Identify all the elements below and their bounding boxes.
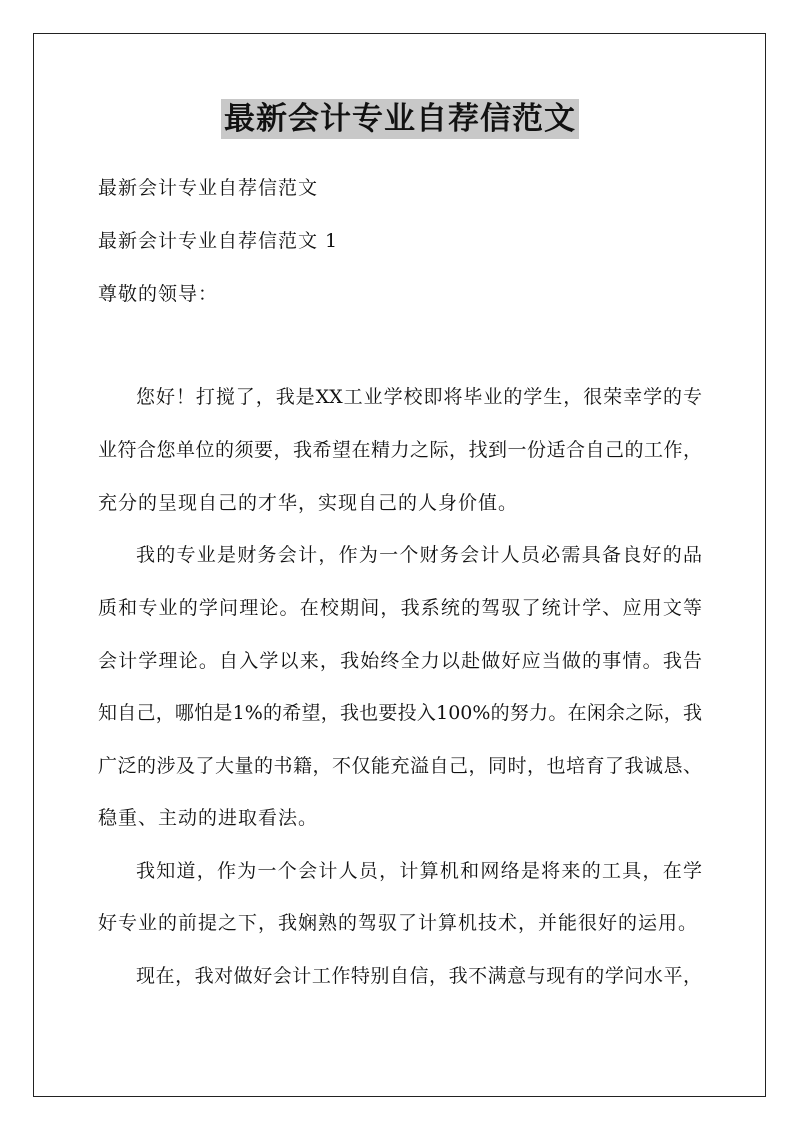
paragraph-3-line-1: 我知道，作为一个会计人员，计算机和网络是将来的工具，在学 xyxy=(136,860,702,882)
paragraph-4-line-1: 现在，我对做好会计工作特别自信，我不满意与现有的学问水平， xyxy=(136,965,702,987)
paragraph-2-line-5: 广泛的涉及了大量的书籍，不仅能充溢自己，同时，也培育了我诚恳、 xyxy=(98,755,702,777)
document-subtitle: 最新会计专业自荐信范文 xyxy=(98,177,319,199)
section-heading: 最新会计专业自荐信范文 1 xyxy=(98,230,339,252)
salutation: 尊敬的领导： xyxy=(98,283,219,305)
paragraph-2-line-4: 知自己，哪怕是1%的希望，我也要投入100%的努力。在闲余之际，我 xyxy=(98,702,702,724)
paragraph-1-line-2: 业符合您单位的须要，我希望在精力之际，找到一份适合自己的工作， xyxy=(98,439,702,461)
paragraph-2-line-1: 我的专业是财务会计，作为一个财务会计人员必需具备良好的品 xyxy=(136,544,702,566)
paragraph-1-line-1: 您好！打搅了，我是XX工业学校即将毕业的学生，很荣幸学的专 xyxy=(136,386,702,408)
title-container xyxy=(0,99,800,139)
paragraph-3-line-2: 好专业的前提之下，我娴熟的驾驭了计算机技术，并能很好的运用。 xyxy=(98,912,699,934)
paragraph-2-line-6: 稳重、主动的进取看法。 xyxy=(98,807,319,829)
paragraph-1-line-3: 充分的呈现自己的才华，实现自己的人身价值。 xyxy=(98,492,519,514)
paragraph-2-line-3: 会计学理论。自入学以来，我始终全力以赴做好应当做的事情。我告 xyxy=(98,650,702,672)
paragraph-2-line-2: 质和专业的学问理论。在校期间，我系统的驾驭了统计学、应用文等 xyxy=(98,597,702,619)
document-title: 最新会计专业自荐信范文 xyxy=(221,99,579,139)
